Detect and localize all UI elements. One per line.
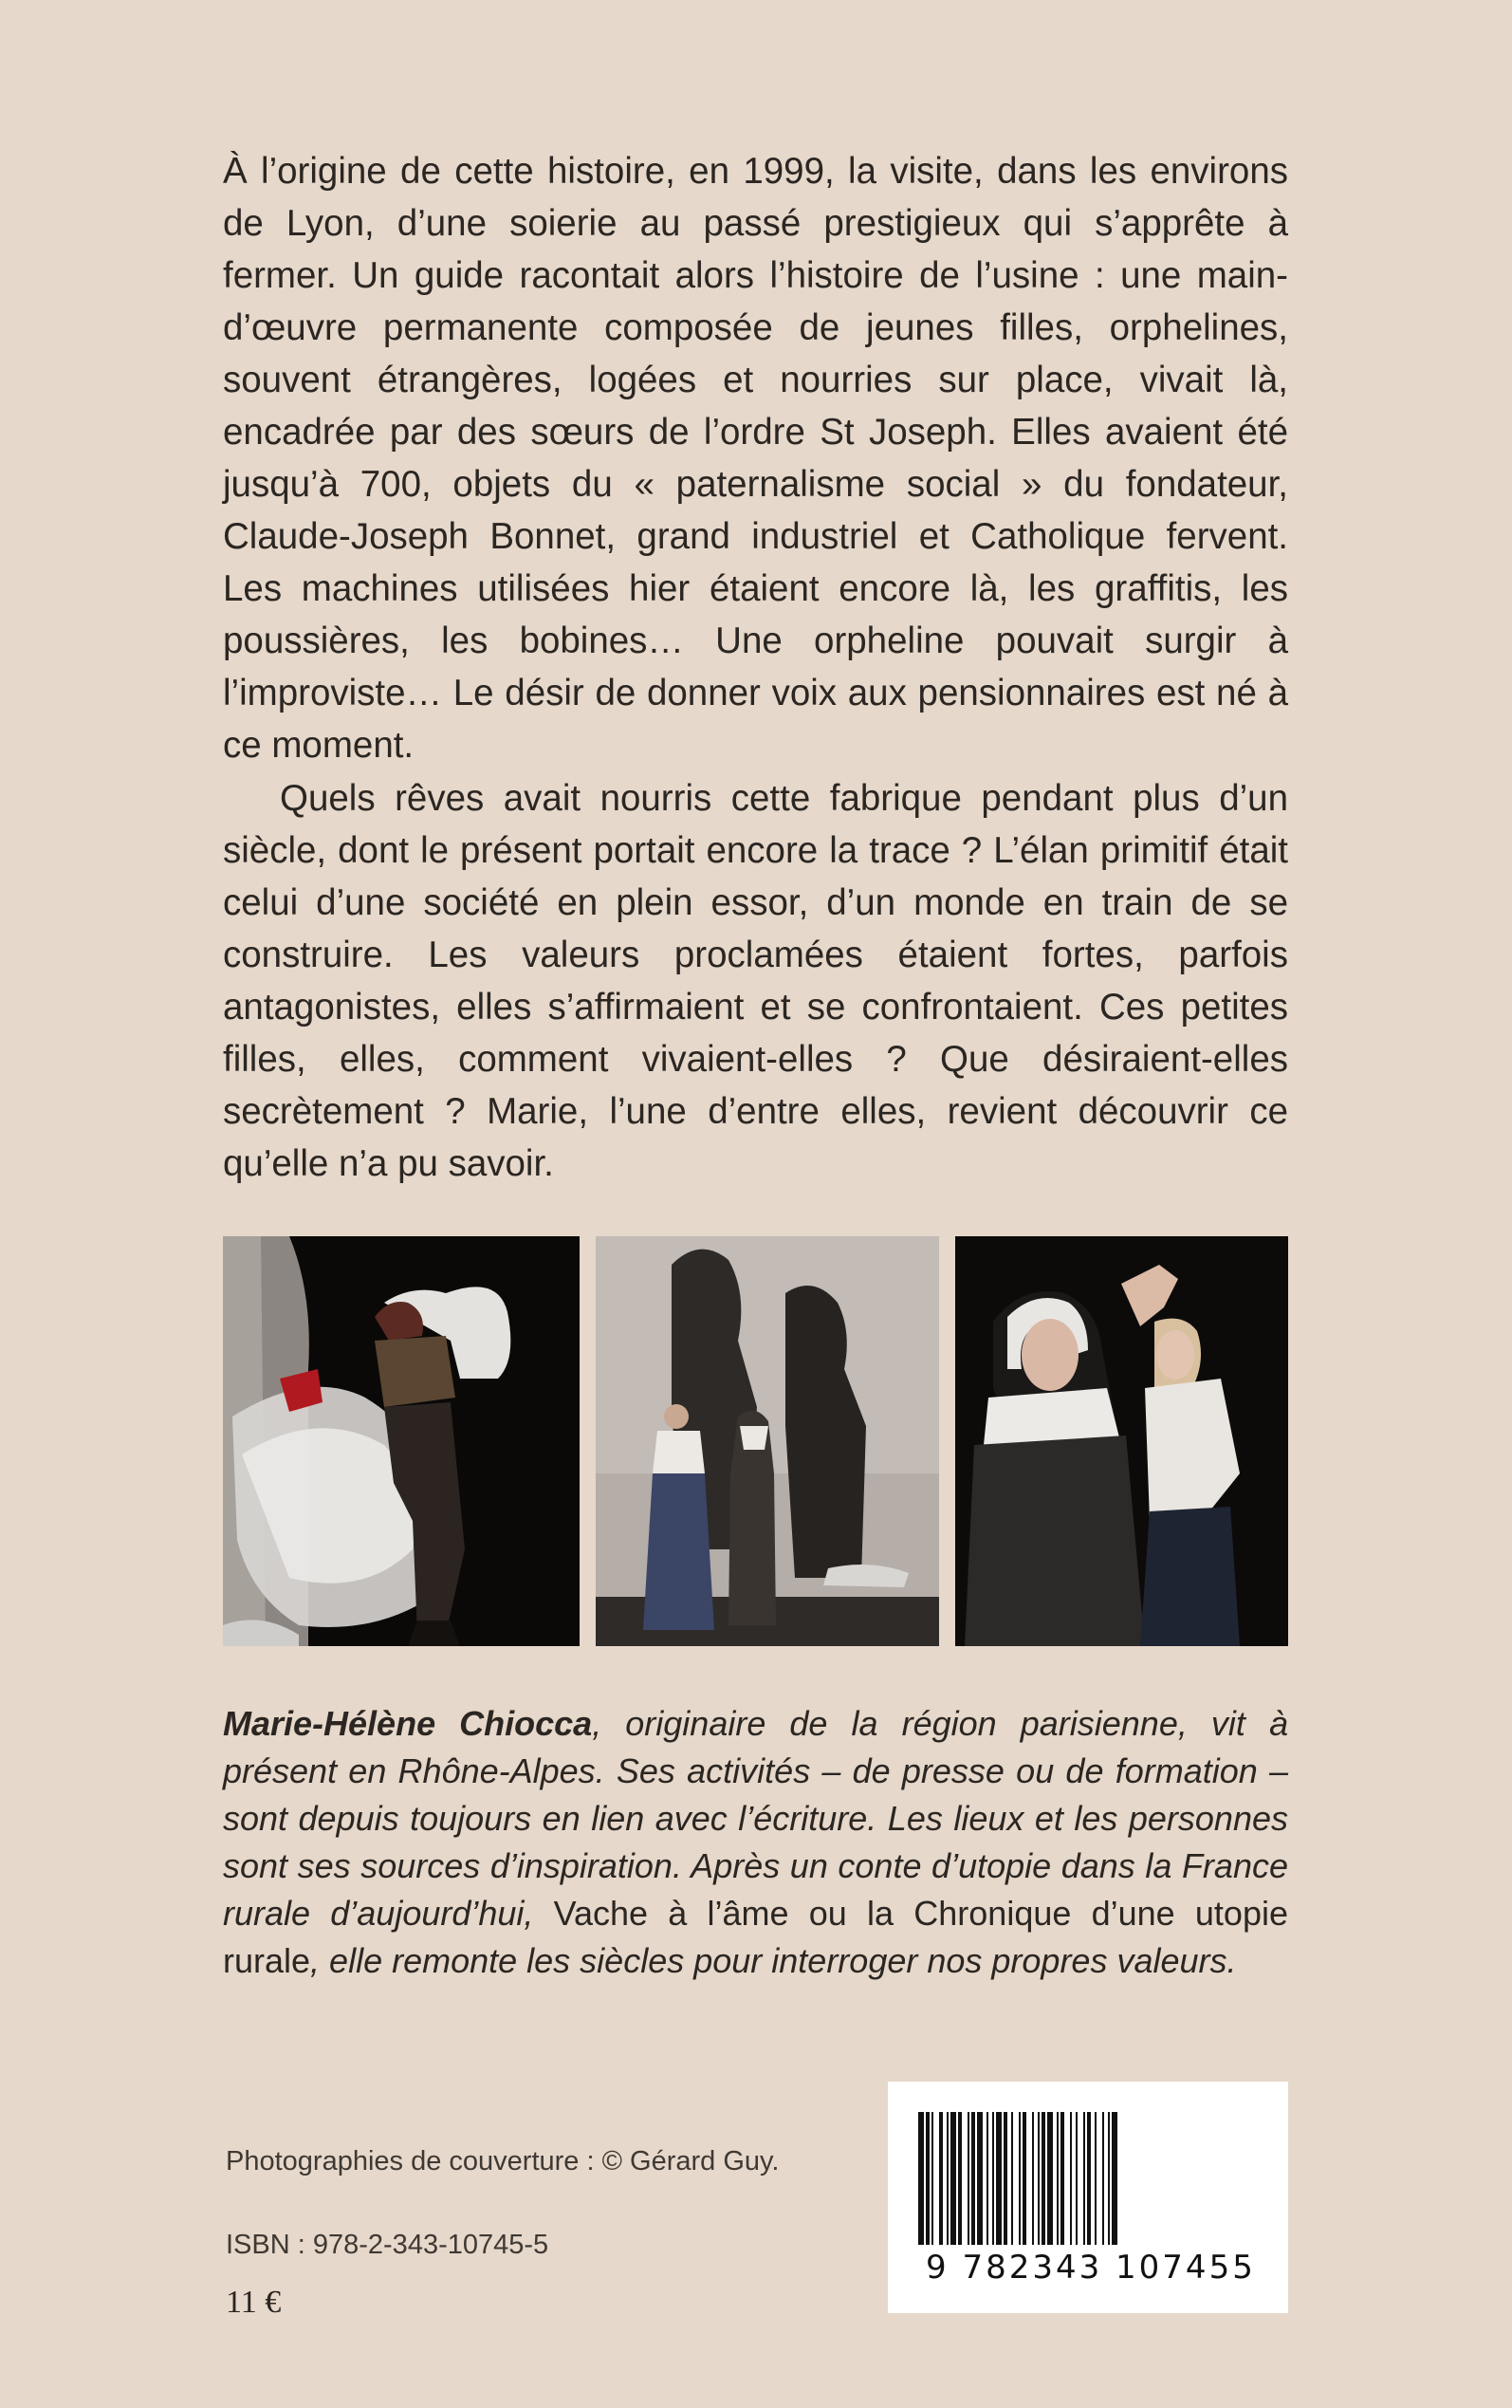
barcode-digits: 9 782343 107455 (926, 2249, 1256, 2287)
barcode-bar (1095, 2112, 1097, 2245)
barcode-bar (977, 2112, 983, 2245)
barcode-bar (958, 2112, 962, 2245)
barcode-bar (947, 2112, 949, 2245)
barcode-bar (1057, 2112, 1059, 2245)
barcode-bar (1004, 2112, 1007, 2245)
barcode-bar (971, 2112, 975, 2245)
barcode-bar (1108, 2112, 1110, 2245)
barcode-bar (1011, 2112, 1013, 2245)
barcode-bar (1042, 2112, 1045, 2245)
bio-text-2: , elle remonte les siècles pour interroger nos propres valeurs. (310, 1941, 1237, 1980)
barcode-bar (1112, 2112, 1117, 2245)
barcode-bar (1032, 2112, 1034, 2245)
barcode-bar (926, 2112, 930, 2245)
barcode-bar (1047, 2112, 1053, 2245)
barcode-bar (950, 2112, 956, 2245)
barcode-bar (986, 2112, 988, 2245)
barcode-bar (939, 2112, 943, 2245)
intro-paragraph-2: Quels rêves avait nourris cette fabrique pendant plus d’un siècle, dont le présent portait encore la trace ? L’élan primitif était celui d’une société en plein essor, d’un monde en train de se construire. Les valeurs proclamées étaient fortes, parfois antagonistes, elles s’affirmaient et se confrontaient. Ces petites filles, elles, comment vivaient-elles ? Que désiraient-elles secrètement ? Marie, l’une d’entre elles, revient découvrir ce qu’elle n’a pu savoir. (223, 778, 1288, 1184)
author-name: Marie-Hélène Chiocca (223, 1704, 593, 1743)
previous-book-title: Vache à l’âme ou la Chronique d’une utopie rurale (223, 1894, 1288, 1980)
author-bio (223, 1700, 1288, 1985)
barcode-bar (931, 2112, 933, 2245)
intro-paragraph-1: À l’origine de cette histoire, en 1999, la visite, dans les environs de Lyon, d’une soierie au passé prestigieux qui s’apprête à fermer. Un guide racontait alors l’histoire de l’usine : une main-d’œuvre permanente composée de jeunes filles, orphelines, souvent étrangères, logées et nourries sur place, vivait là, encadrée par des sœurs de l’ordre St Joseph. Elles avaient été jusqu’à 700, objets du « paternalisme social » du fondateur, Claude-Joseph Bonnet, grand industriel et Catholique fervent. Les machines utilisées hier étaient encore là, les graffitis, les poussières, les bobines… Une orpheline pouvait surgir à l’improviste… Le désir de donner voix aux pensionnaires est né à ce moment. (223, 151, 1288, 766)
barcode-bar (1076, 2112, 1078, 2245)
barcode-bar (1060, 2112, 1064, 2245)
bio-text-1: , originaire de la région parisienne, vit à présent en Rhône-Alpes. Ses activités – de presse ou de formation – sont depuis toujours en lien avec l’écriture. Les lieux et les personnes sont ses sources d’inspiration. Après un conte d’utopie dans la France rurale d’aujourd’hui, (223, 1704, 1288, 1933)
barcode-bar (1038, 2112, 1040, 2245)
barcode-bar (992, 2112, 994, 2245)
barcode-bar (1019, 2112, 1021, 2245)
stage-photo-shadows (596, 1236, 939, 1646)
barcode-bar (1102, 2112, 1104, 2245)
barcode-bar (968, 2112, 969, 2245)
isbn-text: ISBN : 978-2-343-10745-5 (226, 2230, 549, 2260)
stage-photo-carry (223, 1236, 580, 1646)
stage-photo-nun (955, 1236, 1288, 1646)
barcode-bar (1083, 2112, 1085, 2245)
price: 11 € (226, 2285, 282, 2320)
barcode-bar (1087, 2112, 1091, 2245)
barcode-bar (918, 2112, 924, 2245)
barcode-bar (1023, 2112, 1026, 2245)
barcode-bar (996, 2112, 1002, 2245)
barcode (888, 2082, 1288, 2313)
photo-credit: Photographies de couverture : © Gérard Guy. (226, 2146, 780, 2176)
barcode-bar (1070, 2112, 1072, 2245)
barcode-bars (914, 2112, 1262, 2245)
